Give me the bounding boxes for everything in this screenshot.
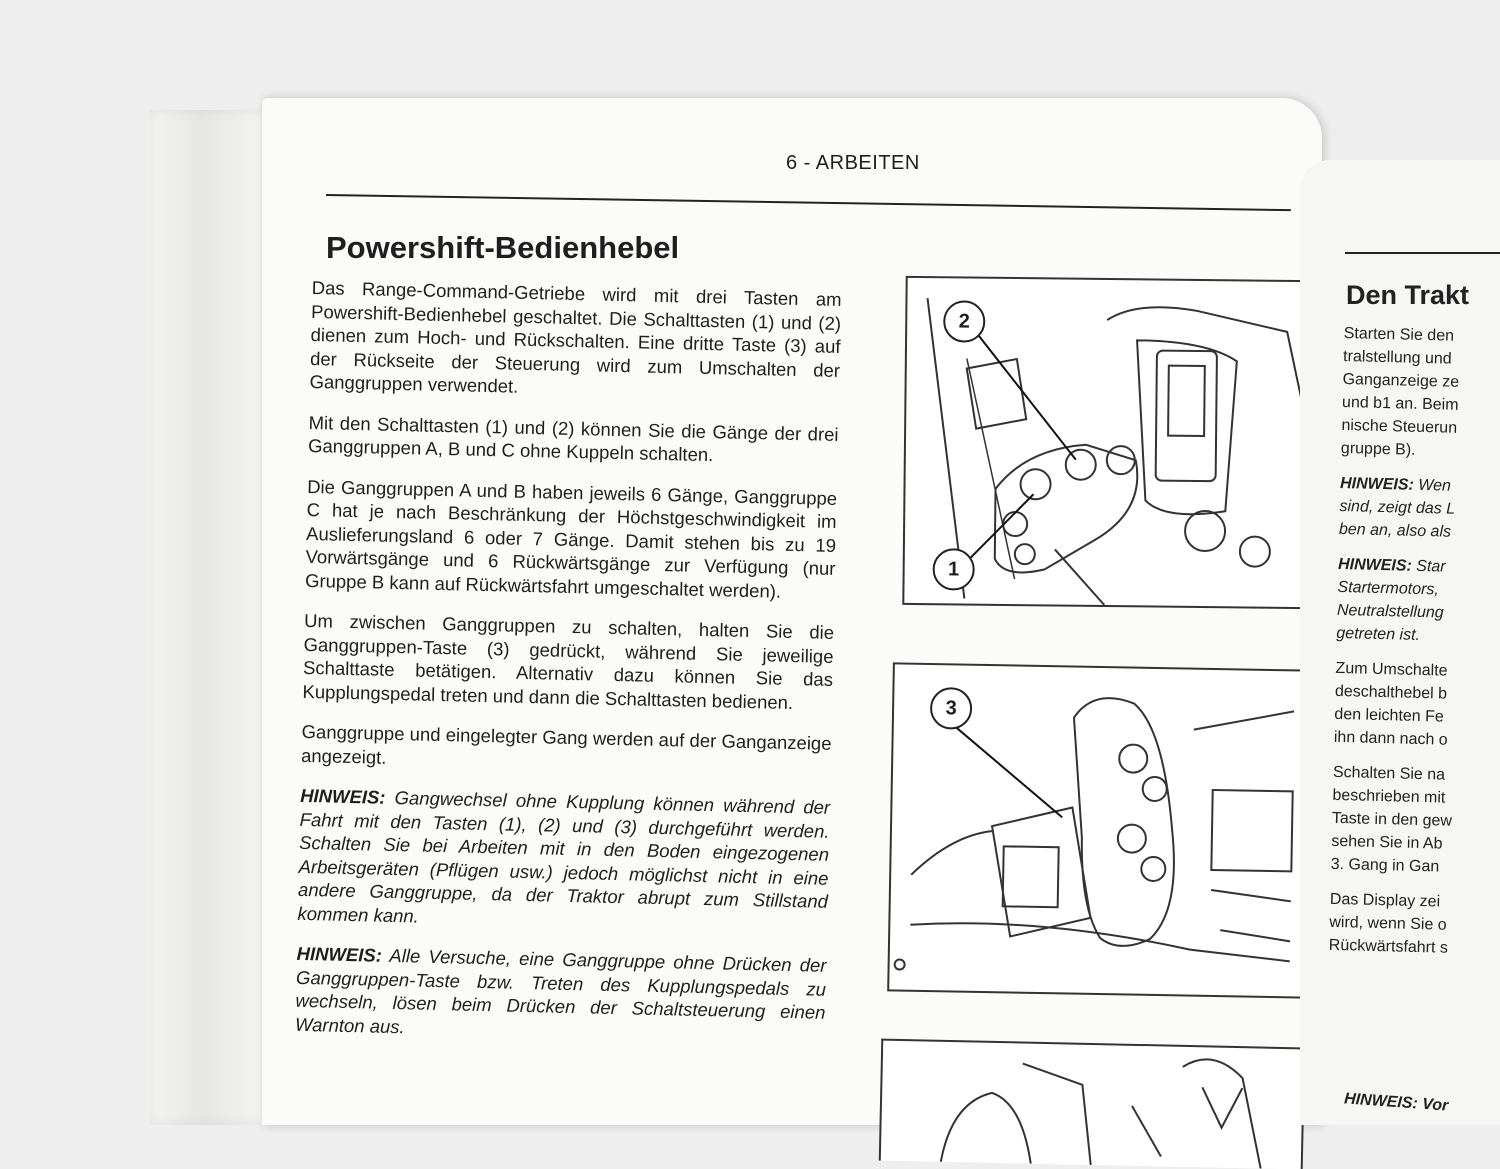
header-rule bbox=[326, 194, 1291, 211]
note-label: HINWEIS: bbox=[1343, 1090, 1419, 1113]
note-paragraph bbox=[295, 942, 827, 1048]
text-line: ihn dann nach o bbox=[1333, 728, 1448, 749]
callout-3: 3 bbox=[930, 687, 973, 730]
text-line: Startermotors, bbox=[1337, 578, 1440, 599]
callout-1: 1 bbox=[932, 548, 974, 590]
paragraph: Mit den Schalttasten (1) und (2) können Sie die Gänge der drei Ganggruppen A, B und C ohne Kuppeln schalten. bbox=[307, 411, 839, 466]
text-line: tralstellung und bbox=[1342, 347, 1452, 368]
text-line: den leichten Fe bbox=[1334, 705, 1444, 726]
text-block bbox=[1334, 657, 1500, 756]
text-line: Zum Umschalte bbox=[1335, 659, 1448, 680]
paragraph: Ganggruppe und eingelegter Gang werden auf der Ganganzeige angezeigt. bbox=[300, 720, 832, 768]
text-line: Starten Sie den bbox=[1343, 324, 1455, 345]
section-title: Powershift-Bedienhebel bbox=[326, 230, 680, 265]
text-line: ben an, also als bbox=[1338, 520, 1452, 541]
figure-cab-controls bbox=[879, 1039, 1305, 1169]
text-block bbox=[1341, 322, 1500, 467]
note-text: Vor bbox=[1417, 1095, 1449, 1115]
note-label: HINWEIS: bbox=[1337, 555, 1413, 575]
text-line: Neutralstellung bbox=[1336, 601, 1444, 622]
note-block bbox=[1339, 472, 1500, 548]
body-text-column bbox=[294, 276, 841, 1065]
note-text: Alle Versuche, eine Ganggruppe ohne Drücken der Ganggruppen-Taste bzw. Treten des Kupplungspedals zu wechseln, lösen beim Drücken der Schaltsteuerung einen Warnton aus. bbox=[294, 944, 827, 1037]
note-text: Gangwechsel ohne Kupplung können während der Fahrt mit den Tasten (1), (2) und (3) durchgeführt werden. Schalten Sie bei Arbeiten mit in den Boden eingezogenen Arbeitsgeräten (Pflügen usw.) jedoch möglichst nicht in eine andere Ganggruppe, da der Traktor abrupt zum Stillstand kommen kann. bbox=[297, 786, 831, 927]
text-line: sind, zeigt das L bbox=[1339, 497, 1456, 518]
text-line: Schalten Sie na bbox=[1332, 763, 1446, 784]
text-line: Rückwärtsfahrt s bbox=[1328, 936, 1449, 957]
running-header: 6 - ARBEITEN bbox=[786, 152, 920, 174]
section-title: Den Trakt bbox=[1346, 280, 1470, 310]
text-block bbox=[1330, 761, 1500, 883]
text-line: Taste in den gew bbox=[1331, 809, 1453, 830]
paragraph: Die Ganggruppen A und B haben jeweils 6 Gänge, Ganggruppe C hat je nach Beschränkung der Höchstgeschwindigkeit im Auslieferungsland 6 oder 7 Gänge. Damit stehen bis zu 19 Vorwärtsgänge und 6 Rückwärtsgänge zur Verfügung (nur Gruppe B kann auf Rückwärtsfahrt umgeschaltet werden). bbox=[304, 475, 838, 602]
left-page bbox=[262, 98, 1322, 1125]
note-label: HINWEIS: bbox=[299, 784, 386, 808]
header-rule bbox=[1345, 252, 1500, 254]
text-line: Ganganzeige ze bbox=[1342, 370, 1460, 391]
note-fragment bbox=[1343, 1090, 1448, 1115]
paragraph: Um zwischen Ganggruppen zu schalten, halten Sie die Ganggruppen-Taste (3) gedrückt, während Sie jeweilige Schalttaste betätigen. Alternativ dazu können Sie das Kupplungspedal treten und dann die Schalttasten bedienen. bbox=[302, 609, 835, 713]
text-line: gruppe B). bbox=[1340, 439, 1416, 459]
callout-2: 2 bbox=[943, 300, 985, 342]
text-line: wird, wenn Sie o bbox=[1329, 913, 1447, 934]
cab-controls-illustration bbox=[881, 1041, 1303, 1169]
text-line: und b1 an. Beim bbox=[1341, 393, 1459, 414]
right-page bbox=[1300, 160, 1500, 1125]
text-line: Das Display zei bbox=[1329, 890, 1441, 911]
note-label: HINWEIS: bbox=[1339, 474, 1415, 494]
text-block bbox=[1328, 888, 1500, 964]
note-block bbox=[1336, 553, 1500, 652]
book-page-edges bbox=[150, 110, 280, 1125]
text-line: deschalthebel b bbox=[1334, 682, 1448, 703]
text-line: sehen Sie in Ab bbox=[1331, 832, 1443, 853]
text-line: getreten ist. bbox=[1336, 624, 1421, 644]
note-text: Star bbox=[1411, 557, 1446, 576]
note-text: Wen bbox=[1413, 476, 1452, 495]
text-line: beschrieben mit bbox=[1332, 786, 1446, 807]
paragraph: Das Range-Command-Getriebe wird mit drei Tasten am Powershift-Bedienhebel geschaltet. Die Schalttasten (1) und (2) dienen zum Hoch- und Rückschalten. Eine dritte Taste (3) auf der Rückseite der Steuerung wird zum Umschalten der Ganggruppen verwendet. bbox=[309, 276, 842, 397]
note-label: HINWEIS: bbox=[296, 942, 383, 966]
body-text-column bbox=[1328, 322, 1500, 976]
figure-lever-rear bbox=[887, 662, 1312, 998]
figure-lever-buttons bbox=[902, 276, 1309, 609]
text-line: nische Steuerun bbox=[1341, 416, 1458, 437]
text-line: 3. Gang in Gan bbox=[1330, 855, 1440, 876]
note-paragraph bbox=[297, 784, 830, 937]
